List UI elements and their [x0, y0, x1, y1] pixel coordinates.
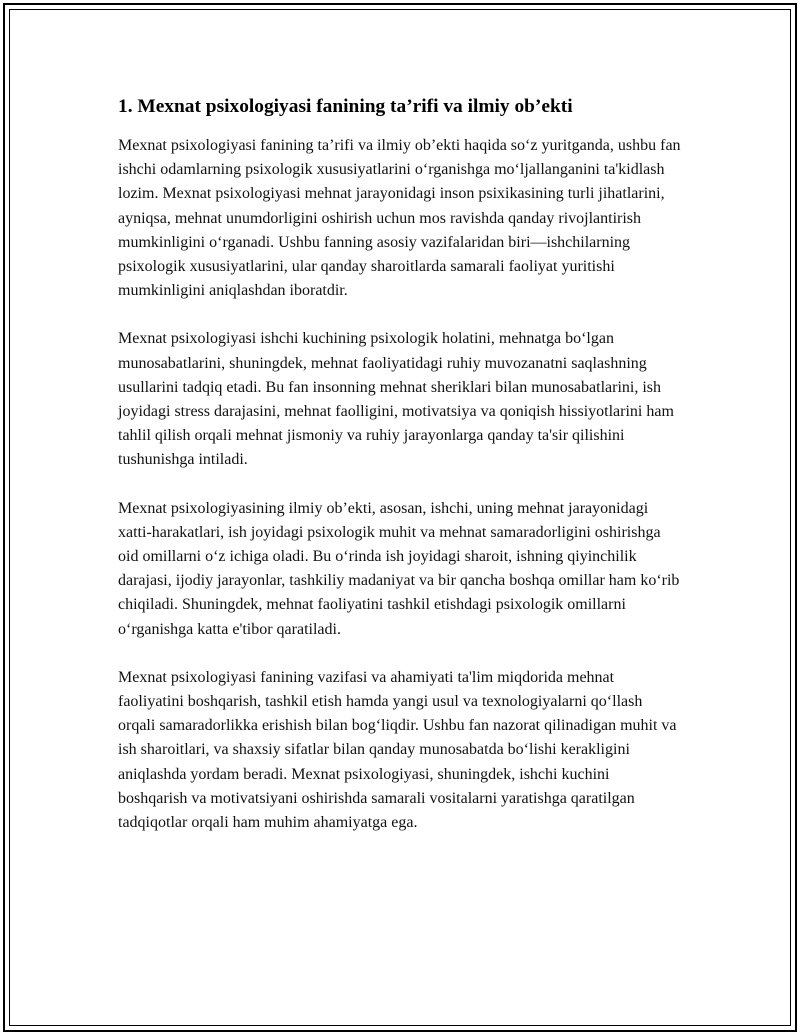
section-heading: 1. Mexnat psixologiyasi fanining ta’rifi va ilmiy ob’ekti — [118, 96, 573, 117]
paragraph-research-scope: Mexnat psixologiyasi ishchi kuchining psixologik holatini, mehnatga bo‘lgan munosabatlarini, shuningdek, mehnat faoliyatidagi ruhiy muvozanatni saqlashning usullarini tadqiq etadi. Bu fan insonning mehnat sheriklari bilan munosabatlarini, ish joyidagi stress darajasini, mehnat faolligini, motivatsiya va qoniqish hissiyotlarini ham tahlil qilish orqali mehnat jismoniy va ruhiy jarayonlarga qanday ta'sir qilishini tushunishga intiladi. — [118, 330, 674, 469]
paragraph-purpose-importance: Mexnat psixologiyasi fanining vazifasi va ahamiyati ta'lim miqdorida mehnat faoliyatini boshqarish, tashkil etish hamda yangi usul va texnologiyalarni qo‘llash orqali samaradorlikka erishish bilan bog‘liqdir. Ushbu fan nazorat qilinadigan muhit va ish sharoitlari, va shaxsiy sifatlar bilan qanday munosabatda bo‘lishi kerakligini aniqlashda yordam beradi. Mexnat psixologiyasi, shuningdek, ishchi kuchini boshqarish va motivatsiyani oshirishda samarali vositalarni yaratishga qaratilgan tadqiqotlar orqali ham muhim ahamiyatga ega. — [118, 668, 677, 832]
paragraph-scientific-object: Mexnat psixologiyasining ilmiy ob’ekti, asosan, ishchi, uning mehnat jarayonidagi xatti-harakatlari, ish joyidagi psixologik muhit va mehnat samaradorligini oshirishga oid omillarni o‘z ichiga oladi. Bu o‘rinda ish joyidagi sharoit, ishning qiyinchilik darajasi, ijodiy jarayonlar, tashkiliy madaniyat va bir qancha boshqa omillar ham ko‘rib chiqiladi. Shuningdek, mehnat faoliyatini tashkil etishdagi psixologik omillarni o‘rganishga katta e'tibor qaratiladi. — [118, 499, 680, 638]
paragraph-definition: Mexnat psixologiyasi fanining ta’rifi va ilmiy ob’ekti haqida so‘z yuritganda, ushbu fan ishchi odamlarning psixologik xususiyatlarini o‘rganishga mo‘ljallanganini ta'kidlash lozim. Mexnat psixologiyasi mehnat jarayonidagi inson psixikasining turli jihatlarini, ayniqsa, mehnat unumdorligini oshirish uchun mos ravishda qanday rivojlantirish mumkinligini o‘rganadi. Ushbu fanning asosiy vazifalaridan biri—ishchilarning psixologik xususiyatlarini, ular qanday sharoitlarda samarali faoliyat yuritishi mumkinligini aniqlashdan iboratdir. — [118, 137, 681, 300]
document-body — [118, 93, 682, 859]
